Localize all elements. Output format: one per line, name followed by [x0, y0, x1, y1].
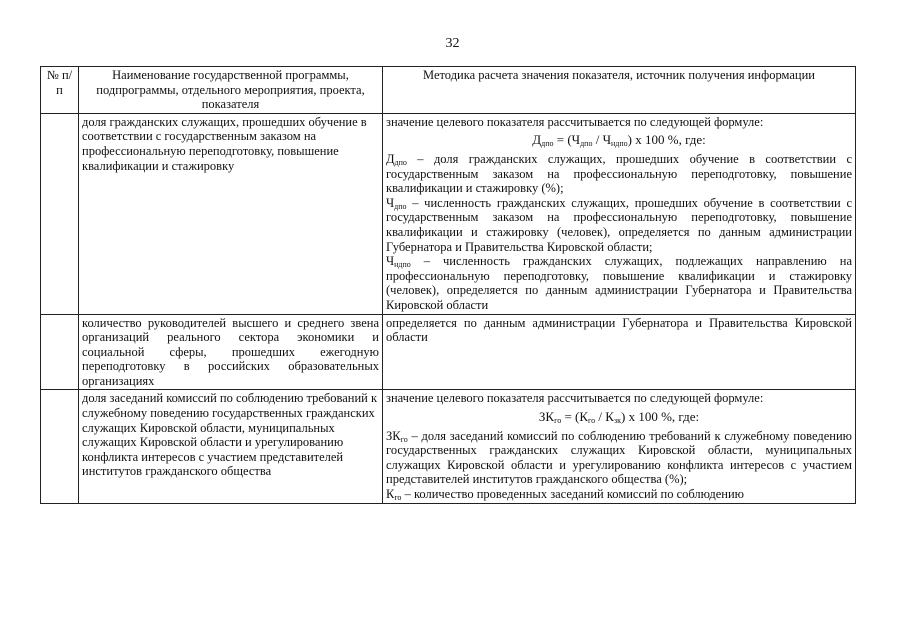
row-num-cell [41, 113, 79, 314]
page-number: 32 [445, 36, 460, 51]
row-num-cell [41, 390, 79, 503]
indicator-name: доля гражданских служащих, прошедших обучение в соответствии с государственным заказом на профессиональную переподготовку, повышение квалификации и стажировку [82, 114, 367, 173]
formula: $ЗК_{го} = (К_{го} / К_{зк})$ x 100 %, где: [538, 409, 700, 426]
header-num: № п/п [41, 67, 79, 114]
row-name-cell [79, 314, 383, 390]
method-text: определяется по данным администрации Губернатора и Правительства Кировской области [386, 315, 852, 345]
table-row [41, 390, 856, 503]
row-name-cell [79, 390, 383, 503]
header-name: Наименование государственной программы, подпрограммы, отдельного мероприятия, проекта, показателя [79, 67, 383, 114]
formula: $Д_{дпо} = (Ч_{дпо} / Ч_{ндпо})$ x 100 %, где: [532, 132, 706, 149]
definition: $Ч_{ндпо}$ – численность гражданских служащих, подлежащих направлению на профессиональную переподготовку, повышение квалификации и стажировку (человек), определяется по данным администрации Губернатора и Правительства Кировской области [386, 254, 852, 312]
definition: $К_{го}$ – количество проведенных заседаний комиссий по соблюдению [386, 487, 744, 503]
row-method-cell [383, 113, 856, 314]
row-method-cell [383, 390, 856, 503]
row-method-cell [383, 314, 856, 390]
indicator-name: количество руководителей высшего и среднего звена организаций реального сектора экономики и социальной сферы, прошедших ежегодную переподготовку в российских образовательных организациях [82, 315, 379, 388]
table-row [41, 314, 856, 390]
definition: $ЗК_{го}$ – доля заседаний комиссий по соблюдению требований к служебному поведению государственных гражданских служащих Кировской области, муниципальных служащих Кировской области и урегулированию конфликта интересов с участием представителей институтов гражданского общества (%); [386, 428, 852, 487]
indicators-table [40, 66, 856, 504]
row-num-cell [41, 314, 79, 390]
definition: $Д_{дпо}$ – доля гражданских служащих, прошедших обучение в соответствии с государственным заказом на профессиональную переподготовку, повышение квалификации и стажировку (%); [386, 151, 852, 196]
indicator-name: доля заседаний комиссий по соблюдению требований к служебному поведению государственных гражданских служащих Кировской области, муниципальных служащих Кировской области и урегулированию конфликта интересов с участием представителей институтов гражданского общества [82, 391, 378, 479]
table-row [41, 113, 856, 314]
table-header-row [41, 67, 856, 114]
formula-intro: значение целевого показателя рассчитывается по следующей формуле: [386, 114, 764, 129]
definition: $Ч_{дпо}$ – численность гражданских служащих, прошедших обучение в соответствии с государственным заказом на профессиональную переподготовку, повышение квалификации и стажировку (человек), определяется по данным администрации Губернатора и Правительства Кировской области; [386, 195, 852, 254]
formula-intro: значение целевого показателя рассчитывается по следующей формуле: [386, 391, 764, 406]
row-name-cell [79, 113, 383, 314]
header-method: Методика расчета значения показателя, источник получения информации [383, 67, 856, 114]
